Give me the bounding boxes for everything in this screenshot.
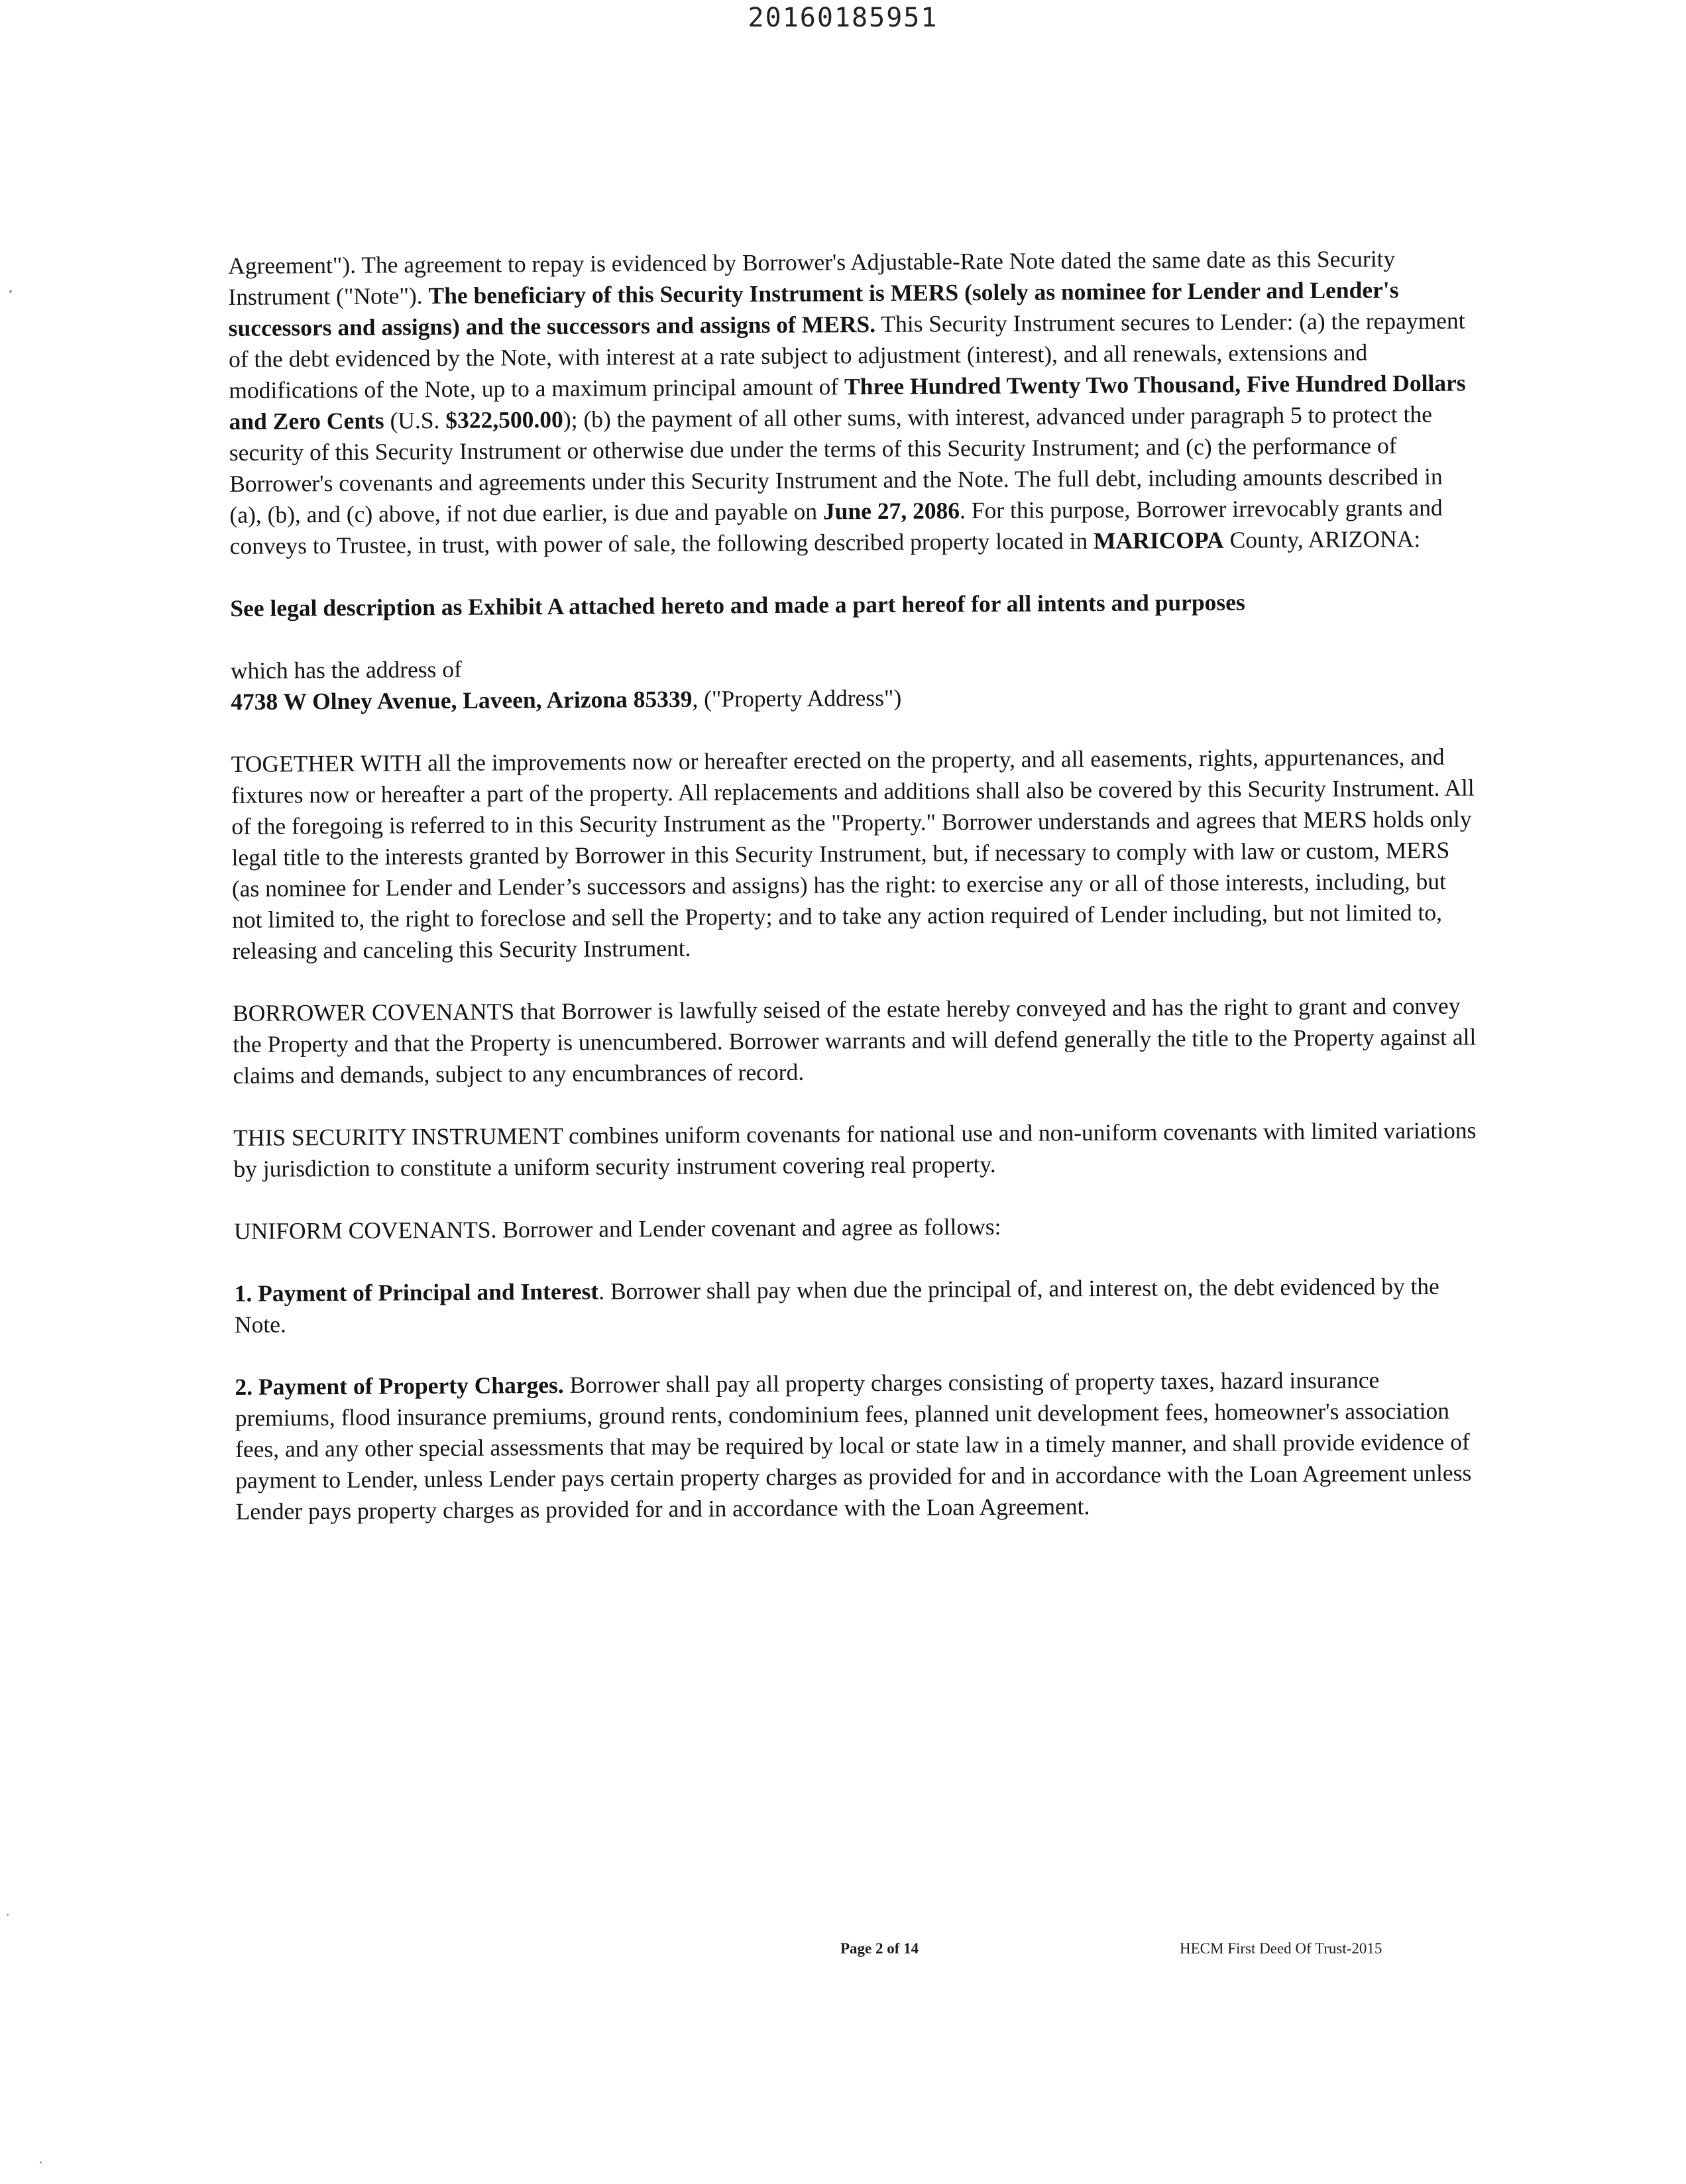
legal-description-text: See legal description as Exhibit A attached hereto and made a part hereof for all intents and purposes: [230, 588, 1245, 622]
text-run: ); (b) the payment of all other sums, with interest, advanced under paragraph 5 to protect the security of this Security Instrument or otherwise due under the terms of this Security Instrument; and (c) the performance of Borrower's covenants and agreements under this Security Instrument and the Note. The full debt, including amounts described in (a), (b), and (c) above, if not due earlier, is due and payable on: [229, 400, 1443, 528]
section-1-text: . Borrower shall pay when due the principal of, and interest on, the debt evidenced by the Note.: [234, 1272, 1439, 1338]
paragraph-security-instrument: [228, 243, 1476, 562]
scan-speck: [7, 1914, 9, 1916]
document-body: [228, 243, 1482, 1558]
section-1-payment-principal-interest: [234, 1270, 1481, 1340]
property-address-block: [231, 648, 1477, 718]
maturity-date: June 27, 2086: [822, 497, 960, 525]
text-run: Agreement"). The agreement to repay is evidenced by Borrower's Adjustable-Rate Note dated the same date as this Security Instrument ("Note").: [228, 245, 1396, 310]
section-1-heading: 1. Payment of Principal and Interest: [234, 1278, 599, 1307]
county-name: MARICOPA: [1093, 526, 1224, 555]
recording-number: 20160185951: [748, 3, 938, 33]
form-identifier: HECM First Deed Of Trust-2015: [1180, 1940, 1382, 1957]
address-suffix: , ("Property Address"): [692, 684, 902, 712]
text-run: County, ARIZONA:: [1223, 525, 1421, 553]
text-run: . For this purpose, Borrower irrevocably grants and conveys to Trustee, in trust, with power of sale, the following described property located in: [229, 494, 1443, 559]
property-address: 4738 W Olney Avenue, Laveen, Arizona 85339: [231, 685, 693, 715]
paragraph-this-security-instrument: THIS SECURITY INSTRUMENT combines uniform covenants for national use and non-uniform covenants with limited variations by jurisdiction to constitute a uniform security instrument covering real property.: [233, 1117, 1477, 1182]
page-number: Page 2 of 14: [840, 1940, 919, 1957]
legal-description: [230, 586, 1476, 624]
section-2-text: Borrower shall pay all property charges consisting of property taxes, hazard insurance premiums, flood insurance premiums, ground rents, condominium fees, planned unit development fees, homeowner's association fees, and any other special assessments that may be required by local or state law in a timely manner, and shall provide evidence of payment to Lender, unless Lender pays certain property charges as provided for and in accordance with the Loan Agreement unless Lender pays property charges as provided for and in accordance with the Loan Agreement.: [235, 1366, 1472, 1525]
section-2-payment-property-charges: [235, 1364, 1481, 1527]
scan-speck: [40, 2161, 42, 2163]
paragraph-together-with: TOGETHER WITH all the improvements now or hereafter erected on the property, and all easements, rights, appurtenances, and fixtures now or hereafter a part of the property. All replacements and additions shall also be covered by this Security Instrument. All of the foregoing is referred to in this Security Instrument as the "Property." Borrower understands and agrees that MERS holds only legal title to the interests granted by Borrower in this Security Instrument, but, if necessary to comply with law or custom, MERS (as nominee for Lender and Lender’s successors and assigns) has the right: to exercise any or all of those interests, including, but not limited to, the right to foreclose and sell the Property; and to take any action required of Lender including, but not limited to, releasing and canceling this Security Instrument.: [231, 743, 1475, 964]
section-2-heading: 2. Payment of Property Charges.: [235, 1371, 564, 1400]
scan-speck: [9, 290, 12, 293]
principal-amount-figure: $322,500.00: [445, 406, 563, 433]
paragraph-uniform-covenants: UNIFORM COVENANTS. Borrower and Lender covenant and agree as follows:: [233, 1213, 1001, 1244]
beneficiary-statement: The beneficiary of this Security Instrument is MERS (solely as nominee for Lender and Lender's successors and assigns) and the successors and assigns of MERS.: [228, 276, 1399, 341]
text-run: This Security Instrument secures to Lender: (a) the repayment of the debt evidenced by the Note, with interest at a rate subject to adjustment (interest), and all renewals, extensions and modifications of the Note, up to a maximum principal amount of: [228, 307, 1465, 404]
text-run: (U.S.: [384, 406, 446, 434]
address-intro: which has the address of: [230, 655, 462, 684]
principal-amount-words: Three Hundred Twenty Two Thousand, Five Hundred Dollars and Zero Cents: [229, 369, 1466, 435]
paragraph-borrower-covenants: BORROWER COVENANTS that Borrower is lawfully seised of the estate hereby conveyed and has the right to grant and convey the Property and that the Property is unencumbered. Borrower warrants and will defend generally the title to the Property against all claims and demands, subject to any encumbrances of record.: [232, 992, 1477, 1089]
